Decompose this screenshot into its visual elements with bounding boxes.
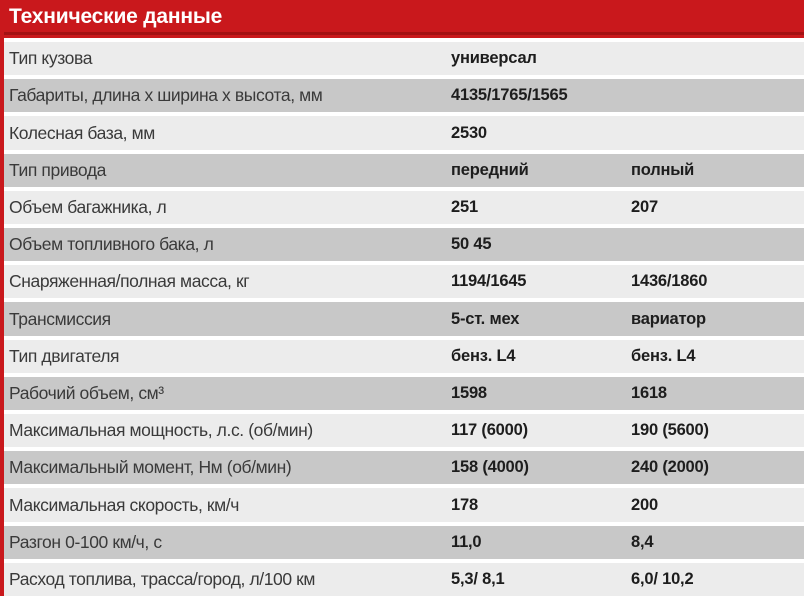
spec-value-1: 1194/1645 [451,272,527,291]
spec-label: Расход топлива, трасса/город, л/100 км [9,568,316,589]
spec-label: Максимальная скорость, км/ч [9,494,239,515]
spec-value-1: 251 [451,197,478,216]
spec-label: Разгон 0-100 км/ч, с [9,531,162,552]
spec-value-1: 1598 [451,383,487,402]
spec-value-1: 158 (4000) [451,458,529,477]
spec-value-1: 4135/1765/1565 [451,86,568,105]
spec-value-2: 190 (5600) [631,421,709,440]
spec-value-2: 200 [631,495,658,514]
table-row [0,265,804,298]
spec-value-1: 11,0 [451,532,482,551]
spec-value-2: вариатор [631,309,706,328]
table-row [0,526,804,559]
spec-label: Максимальный момент, Нм (об/мин) [9,457,292,478]
spec-label: Рабочий объем, см³ [9,382,164,403]
spec-table-body [0,42,804,596]
spec-value-1: универсал [451,49,537,68]
table-row [0,191,804,224]
accent-left-strip [0,0,4,596]
table-row [0,488,804,521]
table-row [0,228,804,261]
spec-label: Габариты, длина х ширина х высота, мм [9,85,323,106]
spec-value-1: 2530 [451,123,487,142]
spec-value-1: 5-ст. мех [451,309,520,328]
spec-value-2: 240 (2000) [631,458,709,477]
table-header [0,0,804,38]
spec-value-2: 6,0/ 10,2 [631,569,694,588]
table-row [0,79,804,112]
table-row [0,451,804,484]
table-row [0,377,804,410]
spec-label: Колесная база, мм [9,122,155,143]
spec-value-2: 1436/1860 [631,272,708,291]
spec-label: Снаряженная/полная масса, кг [9,271,250,292]
spec-value-2: полный [631,160,695,179]
spec-value-1: бенз. L4 [451,346,516,365]
table-row [0,414,804,447]
spec-label: Объем багажника, л [9,196,167,217]
spec-value-2: 207 [631,197,658,216]
table-row [0,42,804,75]
spec-value-2: 8,4 [631,532,654,551]
spec-label: Трансмиссия [9,308,111,329]
table-row [0,340,804,373]
spec-label: Максимальная мощность, л.с. (об/мин) [9,420,313,441]
spec-value-2: бенз. L4 [631,346,696,365]
spec-value-1: 5,3/ 8,1 [451,569,505,588]
spec-value-2: 1618 [631,383,667,402]
spec-label: Тип двигателя [9,345,120,366]
spec-value-1: передний [451,160,529,179]
table-row [0,302,804,335]
spec-value-1: 117 (6000) [451,421,528,440]
spec-label: Объем топливного бака, л [9,234,214,255]
spec-label: Тип привода [9,159,107,180]
spec-label: Тип кузова [9,48,93,69]
spec-value-1: 178 [451,495,478,514]
spec-value-1: 50 45 [451,235,492,254]
table-row [0,563,804,596]
table-row [0,116,804,149]
page-title: Технические данные [9,4,223,28]
table-row [0,154,804,187]
